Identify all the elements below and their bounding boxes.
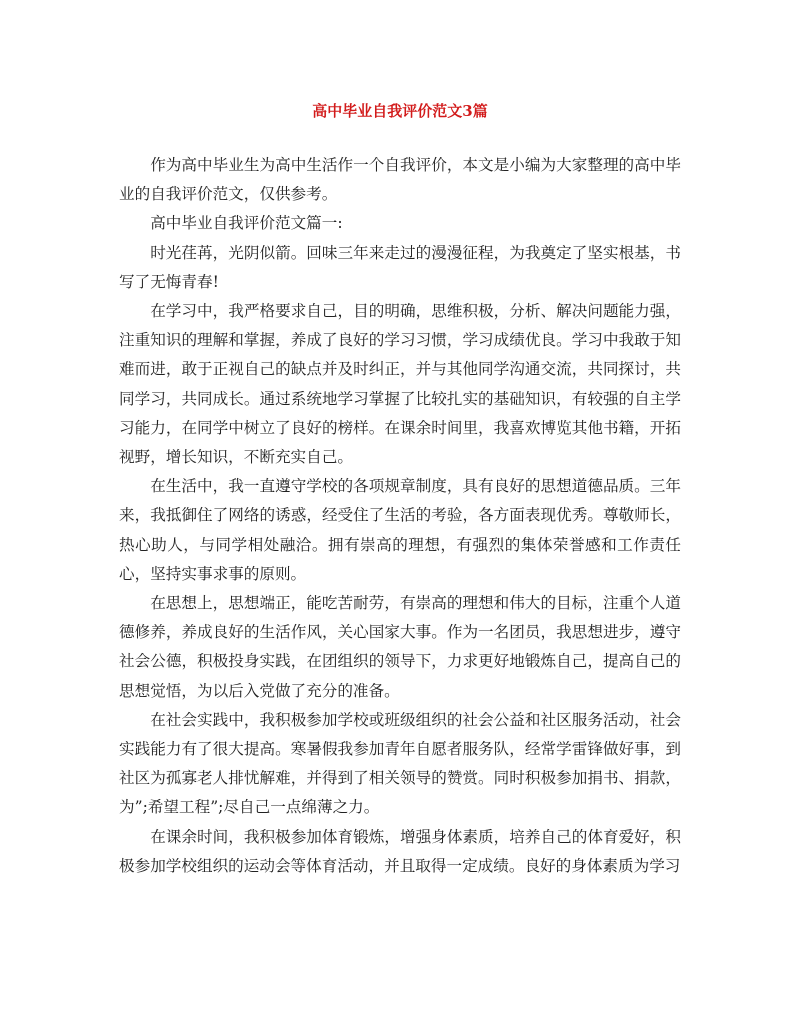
- paragraph-section-heading: 高中毕业自我评价范文篇一:: [150, 214, 343, 233]
- paragraph-extracurricular: 在课余时间，我积极参加体育锻炼，增强身体素质，培养自己的体育爱好，积极参加学校组织的运动会等体育活动，并且取得一定成绩。良好的身体素质为学习: [119, 827, 681, 875]
- paragraph-study: 在学习中，我严格要求自己，目的明确，思维积极，分析、解决问题能力强，注重知识的理解和掌握，养成了良好的学习习惯，学习成绩优良。学习中我敢于知难而进，敢于正视自己的缺点并及时纠正，并与其他同学沟通交流，共同探讨，共同学习，共同成长。通过系统地学习掌握了比较扎实的基础知识，有较强的自主学习能力，在同学中树立了良好的榜样。在课余时间里，我喜欢博览其他书籍，开拓视野，增长知识，不断充实自己。: [119, 302, 681, 467]
- document-title: 高中毕业自我评价范文3篇: [312, 102, 488, 120]
- paragraph-social-practice: 在社会实践中，我积极参加学校或班级组织的社会公益和社区服务活动，社会实践能力有了很大提高。寒暑假我参加青年自愿者服务队，经常学雷锋做好事，到社区为孤寡老人排忧解难，并得到了相关领导的赞赏。同时积极参加捐书、捐款，为”;希望工程”;尽自己一点绵薄之力。: [119, 710, 681, 817]
- paragraph-life: 在生活中，我一直遵守学校的各项规章制度，具有良好的思想道德品质。三年来，我抵御住了网络的诱惑，经受住了生活的考验，各方面表现优秀。尊敬师长，热心助人，与同学相处融洽。拥有崇高的理想，有强烈的集体荣誉感和工作责任心，坚持实事求事的原则。: [119, 477, 681, 583]
- paragraph-thought: 在思想上，思想端正，能吃苦耐劳，有崇高的理想和伟大的目标，注重个人道德修养，养成良好的生活作风，关心国家大事。作为一名团员，我思想进步，遵守社会公德，积极投身实践，在团组织的领导下，力求更好地锻炼自己，提高自己的思想觉悟，为以后入党做了充分的准备。: [119, 594, 681, 700]
- paragraph-opening: 时光荏苒，光阴似箭。回味三年来走过的漫漫征程，为我奠定了坚实根基，书写了无悔青春!: [119, 243, 681, 291]
- paragraph-intro: 作为高中毕业生为高中生活作一个自我评价，本文是小编为大家整理的高中毕业的自我评价范文，仅供参考。: [119, 156, 681, 204]
- document-body: [119, 151, 681, 881]
